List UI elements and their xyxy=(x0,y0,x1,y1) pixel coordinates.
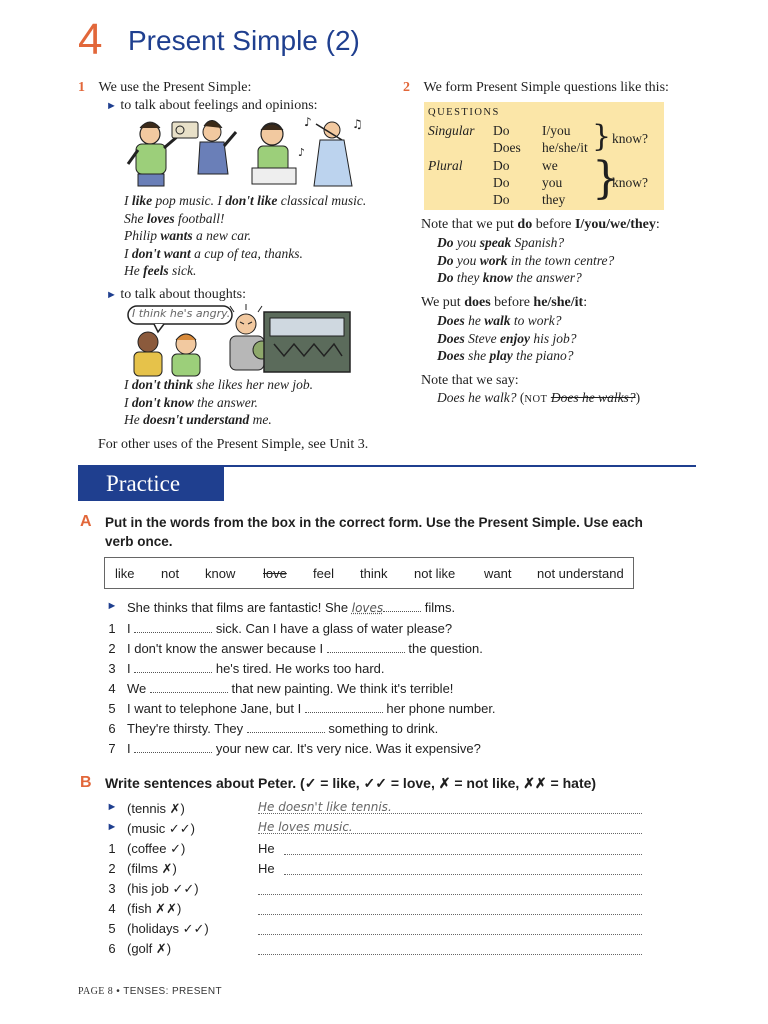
exercise-b-example-answer-2: He loves music. xyxy=(258,820,353,834)
section1-intro-text: We use the Present Simple: xyxy=(98,80,252,95)
do-example-2: Do you work in the town centre? xyxy=(437,252,615,268)
item-number: 3 xyxy=(108,881,116,896)
exercise-a-item-2: I don't know the answer because I the question. xyxy=(127,641,483,656)
feelings-example-3: Philip wants a new car. xyxy=(124,228,252,243)
answer-line xyxy=(258,832,642,834)
word-love: love xyxy=(263,566,287,581)
does-examples xyxy=(437,312,577,365)
do-example-3: Do they know the answer? xyxy=(437,270,582,285)
word-not-understand: not understand xyxy=(537,566,624,581)
thoughts-example-1: I don't think she likes her new job. xyxy=(124,377,314,392)
singular-aux-2: Does xyxy=(493,140,521,155)
point-thoughts-text: to talk about thoughts: xyxy=(120,287,246,302)
does-example-1: Does he walk to work? xyxy=(437,313,562,328)
word-not: not xyxy=(161,566,180,581)
exercise-a-item-7: I your new car. It's very nice. Was it expensive? xyxy=(127,741,481,756)
triangle-bullet-icon: ► xyxy=(106,801,118,813)
practice-banner: Practice xyxy=(78,467,224,501)
plural-subject-2: you xyxy=(542,175,563,190)
answer-blank[interactable] xyxy=(150,682,228,693)
word-feel: feel xyxy=(313,566,334,581)
music-illustration xyxy=(120,115,363,188)
other-uses-note: For other uses of the Present Simple, see Unit 3. xyxy=(98,437,369,452)
exercise-a-item-3: I he's tired. He works too hard. xyxy=(127,661,385,676)
triangle-bullet-icon: ► xyxy=(106,100,117,112)
thoughts-example-2: I don't know the answer. xyxy=(124,394,258,410)
point-thoughts xyxy=(106,286,246,304)
singular-verb: know? xyxy=(612,131,648,146)
triangle-bullet-icon: ► xyxy=(106,600,118,612)
item-number: 3 xyxy=(108,661,116,676)
exercise-b-prompt-3: (his job ✓✓) xyxy=(127,881,199,896)
note-does: We put does before he/she/it: xyxy=(421,295,588,310)
singular-subject-2: he/she/it xyxy=(542,140,588,155)
word-box xyxy=(104,557,634,589)
answer-line xyxy=(258,812,642,814)
item-number: 2 xyxy=(108,641,116,656)
singular-aux-1: Do xyxy=(493,123,510,138)
exercise-b-prompt-4: (fish ✗✗) xyxy=(127,901,182,916)
questions-heading: QUESTIONS xyxy=(428,107,500,118)
feelings-example-4: I don't want a cup of tea, thanks. xyxy=(124,245,303,261)
word-know: know xyxy=(205,566,236,581)
answer-blank[interactable] xyxy=(134,622,212,633)
unit-title: Present Simple (2) xyxy=(128,25,360,56)
answer-blank[interactable] xyxy=(134,662,212,673)
answer-blank[interactable] xyxy=(247,722,325,733)
point-feelings xyxy=(106,97,318,115)
note-do: Note that we put do before I/you/we/they: xyxy=(421,217,660,232)
questions-table xyxy=(424,102,664,210)
word-like: like xyxy=(115,566,135,581)
section2-intro-text: We form Present Simple questions like this: xyxy=(423,80,669,95)
answer-line[interactable] xyxy=(258,893,642,895)
exercise-a-item-4: We that new painting. We think it's terrible! xyxy=(127,681,454,696)
exercise-a-item-6: They're thirsty. They something to drink. xyxy=(127,721,439,736)
speech-bubble-text: I think he's angry. xyxy=(132,307,231,320)
feelings-example-1: I like pop music. I don't like classical music. xyxy=(124,193,367,208)
item-number: 5 xyxy=(108,701,116,716)
do-example-1: Do you speak Spanish? xyxy=(437,235,565,250)
exercise-a-letter: A xyxy=(80,513,92,530)
svg-text:♪: ♪ xyxy=(304,115,312,129)
plural-subject-3: they xyxy=(542,192,566,207)
note-say: Note that we say: xyxy=(421,373,519,388)
answer-line[interactable] xyxy=(258,953,642,955)
item-number: 6 xyxy=(108,721,116,736)
answer-blank[interactable] xyxy=(305,702,383,713)
feelings-examples xyxy=(124,192,424,280)
brace-singular: } xyxy=(592,119,612,154)
footer-section: TENSES: PRESENT xyxy=(123,986,223,997)
exercise-b-prompt-example-2: (music ✓✓) xyxy=(127,821,196,836)
answer-line[interactable] xyxy=(284,853,642,855)
triangle-bullet-icon: ► xyxy=(106,821,118,833)
plural-aux-2: Do xyxy=(493,175,510,190)
word-not-like: not like xyxy=(414,566,456,581)
feelings-example-5: He feels sick. xyxy=(124,263,197,278)
answer-blank[interactable] xyxy=(134,742,212,753)
singular-subject-1: I/you xyxy=(542,123,571,138)
feelings-example-2: She loves football! xyxy=(124,210,225,226)
plural-label: Plural xyxy=(428,158,463,173)
plural-aux-3: Do xyxy=(493,192,510,207)
exercise-b-letter: B xyxy=(80,774,92,791)
exercise-b-prompt-5: (holidays ✓✓) xyxy=(127,921,209,936)
item-number: 6 xyxy=(108,941,116,956)
answer-blank[interactable] xyxy=(327,642,405,653)
singular-label: Singular xyxy=(428,123,475,138)
exercise-a-item-1: I sick. Can I have a glass of water please? xyxy=(127,621,453,636)
exercise-b-example-answer-1: He doesn't like tennis. xyxy=(258,800,392,814)
example-answer: loves xyxy=(351,601,384,615)
does-example-2: Does Steve enjoy his job? xyxy=(437,330,577,346)
section1-intro xyxy=(78,79,251,97)
exercise-b-prompt-1: (coffee ✓) xyxy=(127,841,186,856)
unit-number: 4 xyxy=(78,15,103,64)
exercise-a-item-5: I want to telephone Jane, but I her phone number. xyxy=(127,701,496,716)
say-example: Does he walk? (NOT Does he walks?) xyxy=(437,390,641,405)
word-think: think xyxy=(360,566,388,581)
item-number: 1 xyxy=(108,841,116,856)
plural-aux-1: Do xyxy=(493,158,510,173)
answer-line[interactable] xyxy=(258,913,642,915)
exercise-a-example: She thinks that films are fantastic! She loves films. xyxy=(127,600,456,615)
word-want: want xyxy=(484,566,512,581)
footer-bullet: • xyxy=(116,986,121,997)
item-number: 7 xyxy=(108,741,116,756)
item-number: 4 xyxy=(108,901,116,916)
answer-line[interactable] xyxy=(258,933,642,935)
svg-text:♪: ♪ xyxy=(298,146,306,159)
triangle-bullet-icon: ► xyxy=(106,289,117,301)
item-number: 1 xyxy=(108,621,116,636)
thoughts-examples xyxy=(124,376,424,429)
plural-subject-1: we xyxy=(542,158,558,173)
brace-plural: } xyxy=(592,153,620,204)
exercise-b-instruction: Write sentences about Peter. (✓ = like, ✓✓ = love, ✗ = not like, ✗✗ = hate) xyxy=(105,775,597,791)
page-number: PAGE 8 xyxy=(78,986,114,997)
exercise-b-prompt-example-1: (tennis ✗) xyxy=(127,801,185,816)
answer-line[interactable] xyxy=(284,873,642,875)
plural-verb: know? xyxy=(612,175,648,190)
section1-number: 1 xyxy=(78,80,85,95)
svg-text:♫: ♫ xyxy=(352,117,363,131)
item-number: 2 xyxy=(108,861,116,876)
exercise-b-prompt-2: (films ✗) xyxy=(127,861,177,876)
point-feelings-text: to talk about feelings and opinions: xyxy=(120,98,318,113)
section2-number: 2 xyxy=(403,80,410,95)
item-number: 4 xyxy=(108,681,116,696)
item-number: 5 xyxy=(108,921,116,936)
page-footer xyxy=(78,986,222,997)
does-example-3: Does she play the piano? xyxy=(437,348,574,363)
do-examples xyxy=(437,234,614,287)
thoughts-example-3: He doesn't understand me. xyxy=(124,412,272,427)
exercise-b-prompt-6: (golf ✗) xyxy=(127,941,172,956)
exercise-b-start-1: He xyxy=(258,841,275,856)
section2-intro xyxy=(403,79,669,97)
exercise-b-start-2: He xyxy=(258,861,275,876)
exercise-a-instruction: Put in the words from the box in the correct form. Use the Present Simple. Use each verb once. xyxy=(105,515,643,549)
